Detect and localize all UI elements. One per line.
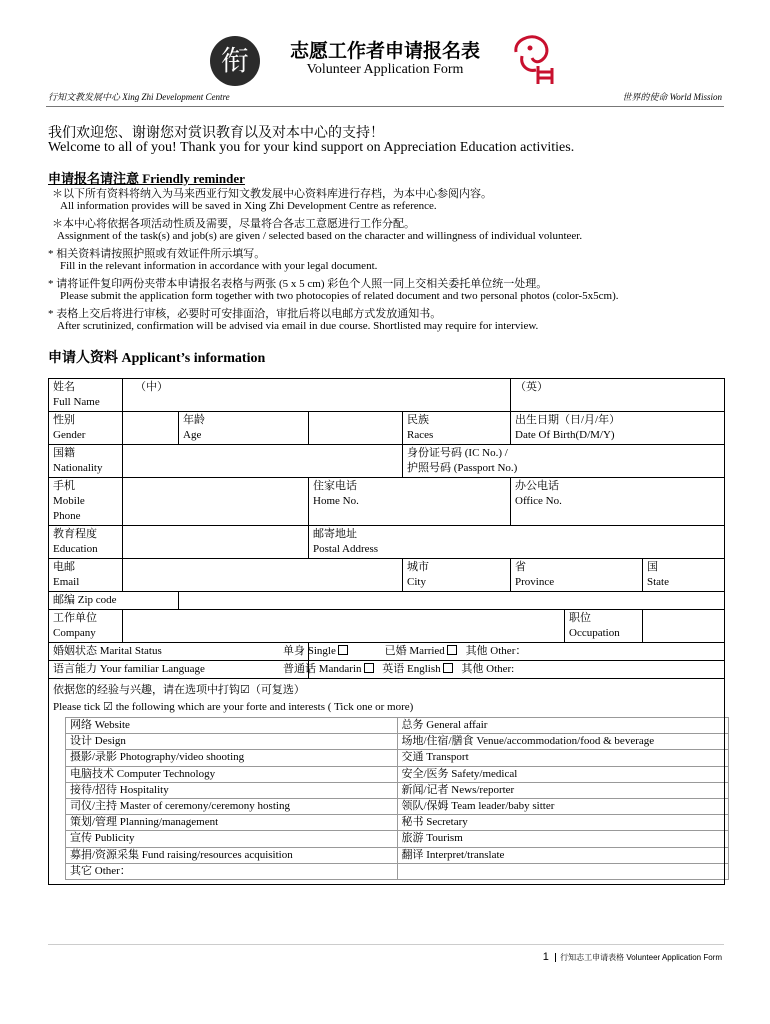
zip-code-label: 邮编 Zip code (49, 592, 179, 610)
reminder-line: ＊本中心将依据各项活动性质及需要，尽量将合各志工意愿进行工作分配。 (52, 218, 415, 230)
language-options (283, 661, 725, 679)
interest-option[interactable]: 电脑技术 Computer Technology (66, 766, 398, 782)
home-phone-field[interactable] (309, 478, 511, 526)
postal-address-field[interactable] (309, 526, 725, 559)
reminder-line: After scrutinized, confirmation will be advised via email in due course. Shortlisted may require for interview. (57, 320, 539, 332)
interest-row (66, 815, 729, 831)
interest-row (66, 718, 729, 734)
form-title-english: Volunteer Application Form (306, 62, 464, 77)
reminder-line: * 请将证件复印两份夹带本申请报名表格与两张 (5 x 5 cm) 彩色个人照一同上交相关委托单位统一处理。 (48, 278, 548, 290)
organization-mission: 世界的使命 World Mission (622, 92, 722, 102)
state-field[interactable] (643, 559, 725, 592)
occupation-field[interactable] (643, 610, 725, 643)
interest-options-table (65, 717, 729, 880)
interest-row (66, 847, 729, 863)
interest-option[interactable]: 安全/医务 Safety/medical (397, 766, 729, 782)
postal-label: 邮寄地址 (313, 528, 357, 540)
english-checkbox[interactable] (443, 663, 453, 673)
gender-label: 性别 Gender (49, 412, 123, 445)
english-option[interactable]: 英语 English (382, 663, 452, 675)
home-phone-label: 住家电话 (313, 480, 357, 492)
interest-option[interactable]: 网络 Website (66, 718, 398, 734)
interest-option[interactable]: 领队/保姆 Team leader/baby sitter (397, 799, 729, 815)
interest-option[interactable] (397, 863, 729, 879)
age-cell[interactable] (179, 412, 309, 445)
interest-option[interactable]: 翻译 Interpret/translate (397, 847, 729, 863)
footer-divider (48, 944, 724, 945)
applicant-info-table (48, 378, 725, 885)
welcome-english: Welcome to all of you! Thank you for your kind support on Appreciation Education activities. (48, 140, 575, 155)
mandarin-checkbox[interactable] (364, 663, 374, 673)
ic-passport-field[interactable] (403, 445, 725, 478)
interest-option[interactable]: 场地/住宿/膳食 Venue/accommodation/food & beverage (397, 734, 729, 750)
gender-field[interactable] (123, 412, 179, 445)
interest-option[interactable]: 交通 Transport (397, 750, 729, 766)
interest-option[interactable]: 宣传 Publicity (66, 831, 398, 847)
full-name-label: 姓名 Full Name (49, 379, 123, 412)
interest-instruction-english: Please tick ☑ the following which are your forte and interests ( Tick one or more) (53, 701, 414, 713)
email-label: 电邮 Email (49, 559, 123, 592)
interest-section (49, 679, 725, 885)
state-label: 国 (647, 561, 658, 573)
married-checkbox[interactable] (447, 645, 457, 655)
interest-row (66, 799, 729, 815)
interest-option[interactable]: 募捐/资源采集 Fund raising/resources acquisition (66, 847, 398, 863)
education-label: 教育程度 Education (49, 526, 123, 559)
dob-label: 出生日期（日/月/年） (515, 414, 621, 426)
other-language-option[interactable]: 其他 Other: (461, 663, 515, 675)
reminder-title: 申请报名请注意 Friendly reminder (48, 171, 245, 186)
races-cell[interactable] (403, 412, 511, 445)
interest-option[interactable]: 其它 Other： (66, 863, 398, 879)
city-label: 城市 (407, 561, 429, 573)
interest-option[interactable]: 设计 Design (66, 734, 398, 750)
ic-label: 身份证号码 (IC No.) / (407, 447, 508, 459)
chinese-label: （中） (135, 381, 168, 393)
interest-row (66, 766, 729, 782)
education-field[interactable] (123, 526, 309, 559)
applicant-section-title: 申请人资料 Applicant’s information (48, 351, 266, 366)
mobile-field[interactable] (123, 478, 309, 526)
tick-icon: ☑ (103, 701, 113, 713)
interest-option[interactable]: 总务 General affair (397, 718, 729, 734)
province-label-en: Province (515, 576, 555, 588)
email-field[interactable] (123, 559, 403, 592)
marital-status-label: 婚姻状态 Marital Status (49, 643, 309, 661)
office-phone-field[interactable] (511, 478, 725, 526)
full-name-english-field[interactable] (511, 379, 725, 412)
zip-code-field[interactable] (179, 592, 725, 610)
header-divider (46, 106, 724, 107)
page-number: 1 (542, 951, 549, 963)
married-option[interactable]: 已婚 Married (385, 645, 457, 657)
nationality-label: 国籍 Nationality (49, 445, 123, 478)
interest-row (66, 734, 729, 750)
races-label: 民族 (407, 414, 429, 426)
interest-option[interactable]: 接待/招待 Hospitality (66, 782, 398, 798)
single-option[interactable]: 单身 Single (283, 645, 348, 657)
tick-icon: ☑ (240, 684, 250, 696)
interest-option[interactable]: 秘书 Secretary (397, 815, 729, 831)
dob-field[interactable] (511, 412, 725, 445)
marital-status-options (283, 643, 725, 661)
office-phone-label: 办公电话 (515, 480, 559, 492)
reminder-line: * 相关资料请按照护照或有效证件所示填写。 (48, 248, 266, 260)
passport-label: 护照号码 (Passport No.) (407, 462, 518, 474)
form-title-chinese: 志愿工作者申请报名表 (289, 40, 480, 62)
races-label-en: Races (407, 429, 434, 441)
reminder-line: * 表格上交后将进行审核，必要时可安排面洽，审批后将以电邮方式发放通知书。 (48, 308, 442, 320)
page-footer (543, 951, 722, 963)
company-label: 工作单位 Company (49, 610, 123, 643)
full-name-chinese-field[interactable] (123, 379, 511, 412)
occupation-label: 职位 Occupation (565, 610, 643, 643)
dob-label-en: Date Of Birth(D/M/Y) (515, 429, 615, 441)
interest-instruction-chinese: 依据您的经验与兴趣，请在选项中打钩☑（可复选） (53, 684, 305, 696)
interest-option[interactable]: 旅游 Tourism (397, 831, 729, 847)
reminder-line: ＊以下所有资料将纳入为马来西亚行知文教发展中心资料库进行存档，为本中心参阅内容。 (52, 188, 492, 200)
reminder-line: Assignment of the task(s) and job(s) are given / selected based on the character and willingness of individual volunteer. (57, 230, 583, 242)
interest-option[interactable]: 策划/管理 Planning/management (66, 815, 398, 831)
single-checkbox[interactable] (338, 645, 348, 655)
reminder-line: All information provides will be saved in Xing Zhi Development Centre as reference. (60, 200, 437, 212)
office-phone-label-en: Office No. (515, 495, 562, 507)
age-label-en: Age (183, 429, 202, 441)
other-marital-option[interactable]: 其他 Other： (465, 645, 527, 657)
mobile-label: 手机 Mobile Phone (49, 478, 123, 526)
interest-row (66, 782, 729, 798)
mandarin-option[interactable]: 普通话 Mandarin (283, 663, 374, 675)
city-field[interactable] (403, 559, 511, 592)
interest-row (66, 831, 729, 847)
age-label: 年龄 (183, 414, 205, 426)
province-field[interactable] (511, 559, 643, 592)
age-field[interactable] (309, 412, 403, 445)
welcome-chinese: 我们欢迎您、谢谢您对赏识教育以及对本中心的支持！ (48, 126, 384, 141)
interest-row (66, 750, 729, 766)
nationality-field[interactable] (123, 445, 403, 478)
reminder-line: Fill in the relevant information in accordance with your legal document. (60, 260, 378, 272)
home-phone-label-en: Home No. (313, 495, 359, 507)
interest-row (66, 863, 729, 879)
interest-option[interactable]: 司仪/主持 Master of ceremony/ceremony hosting (66, 799, 398, 815)
state-label-en: State (647, 576, 669, 588)
logo-character: 衔 (220, 44, 249, 77)
company-field[interactable] (123, 610, 565, 643)
reminder-line: Please submit the application form together with two photocopies of related document and two personal photos (color-5x5cm). (60, 290, 619, 302)
interest-option[interactable]: 新闻/记者 News/reporter (397, 782, 729, 798)
language-label: 语言能力 Your familiar Language (49, 661, 309, 679)
postal-label-en: Postal Address (313, 543, 379, 555)
english-label: （英） (515, 381, 548, 393)
footer-text: 行知志工申请表格 Volunteer Application Form (560, 953, 722, 962)
organization-name: 行知文教发展中心 Xing Zhi Development Centre (48, 92, 230, 102)
interest-option[interactable]: 摄影/录影 Photography/video shooting (66, 750, 398, 766)
province-label: 省 (515, 561, 526, 573)
city-label-en: City (407, 576, 426, 588)
